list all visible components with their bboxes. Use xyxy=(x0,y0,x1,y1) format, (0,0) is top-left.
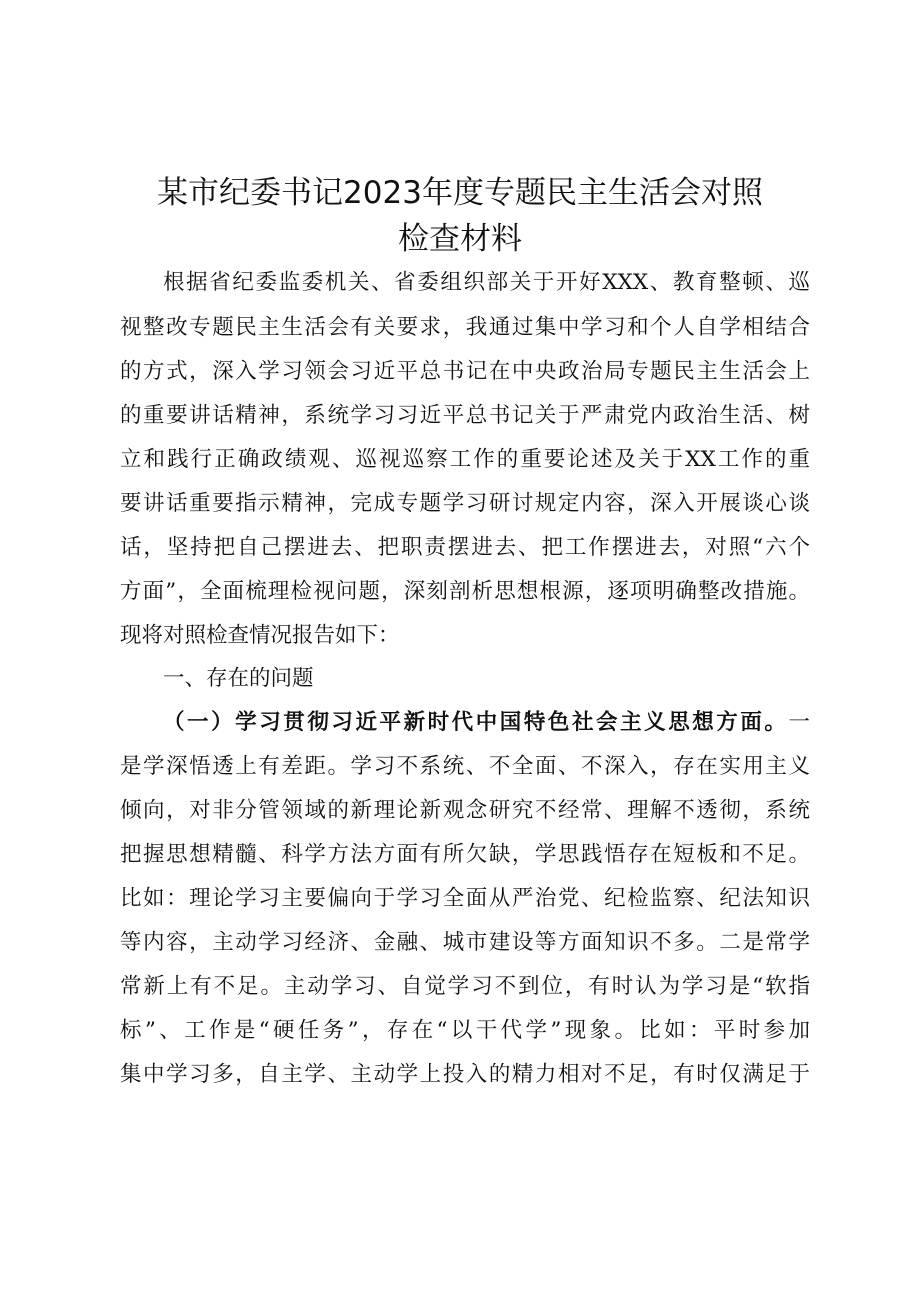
subsection-heading-bold: （一）学习贯彻习近平新时代中国特色社会主义思想方面。 xyxy=(163,710,789,735)
intro-paragraph-line: 视整改专题民主生活会有关要求，我通过集中学习和个人自学相结合 xyxy=(120,315,810,340)
intro-paragraph-line: 现将对照检查情况报告如下： xyxy=(120,623,400,648)
body-paragraph-line: 标”、工作是“硬任务”，存在“以干代学”现象。比如：平时参加 xyxy=(120,1018,810,1043)
body-paragraph-line: 等内容，主动学习经济、金融、城市建设等方面知识不多。二是常学 xyxy=(120,930,810,955)
body-paragraph-line: 是学深悟透上有差距。学习不系统、不全面、不深入，存在实用主义 xyxy=(120,754,810,779)
body-paragraph-line: 把握思想精髓、科学方法方面有所欠缺，学思践悟存在短板和不足。 xyxy=(120,842,810,867)
section-heading-problems: 一、存在的问题 xyxy=(163,666,314,691)
intro-paragraph-line: 立和践行正确政绩观、巡视巡察工作的重要论述及关于XX工作的重 xyxy=(120,447,810,472)
intro-paragraph-line: 方面”，全面梳理检视问题，深刻剖析思想根源，逐项明确整改措施。 xyxy=(120,579,810,604)
intro-paragraph-line: 根据省纪委监委机关、省委组织部关于开好XXX、教育整顿、巡 xyxy=(163,270,810,295)
intro-paragraph-line: 的方式，深入学习领会习近平总书记在中央政治局专题民主生活会上 xyxy=(120,359,810,384)
subsection-heading-tail: 一 xyxy=(788,710,810,735)
body-paragraph-line: 比如：理论学习主要偏向于学习全面从严治党、纪检监察、纪法知识 xyxy=(120,886,810,911)
body-paragraph-line: 集中学习多，自主学、主动学上投入的精力相对不足，有时仅满足于 xyxy=(120,1062,810,1087)
body-paragraph-line: 倾向，对非分管领域的新理论新观念研究不经常、理解不透彻，系统 xyxy=(120,798,810,823)
body-paragraph-line: 常新上有不足。主动学习、自觉学习不到位，有时认为学习是“软指 xyxy=(120,974,810,999)
intro-paragraph-line: 话，坚持把自己摆进去、把职责摆进去、把工作摆进去，对照“六个 xyxy=(120,535,810,560)
subsection-heading-line xyxy=(163,710,810,736)
document-title-line-2: 检查材料 xyxy=(398,221,522,257)
intro-paragraph-line: 的重要讲话精神，系统学习习近平总书记关于严肃党内政治生活、树 xyxy=(120,403,810,428)
intro-paragraph-line: 要讲话重要指示精神，完成专题学习研讨规定内容，深入开展谈心谈 xyxy=(120,491,810,516)
document-title-line-1: 某市纪委书记2023年度专题民主生活会对照 xyxy=(157,175,763,211)
